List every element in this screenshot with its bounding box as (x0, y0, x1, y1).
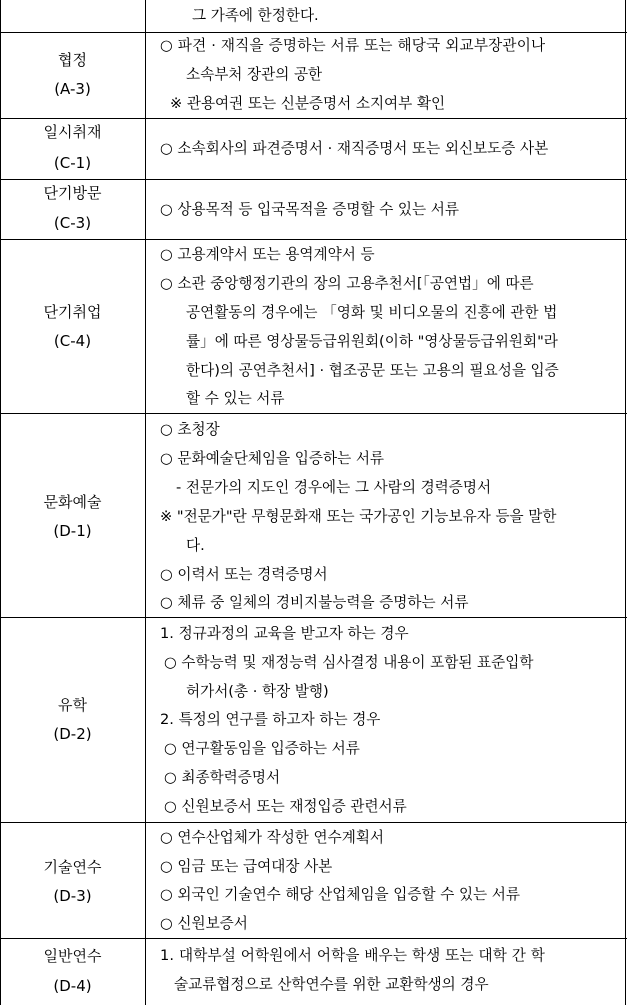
row1-line-2: 소속부처 장관의 공한 (186, 66, 323, 83)
row6-line-7: ○ 신원보증서 또는 재정입증 관련서류 (164, 798, 407, 815)
row7-line-2: ○ 임금 또는 급여대장 사본 (160, 858, 333, 875)
row3-category-name: 단기방문 (43, 184, 102, 202)
row8-category-name: 일반연수 (43, 947, 102, 965)
row6-category-code: (D-2) (53, 725, 92, 743)
row6-line-6: ○ 최종학력증명서 (164, 769, 281, 786)
row1-line-1: ○ 파견 · 재직을 증명하는 서류 또는 해당국 외교부장관이나 (160, 37, 546, 54)
row7-category-name: 기술연수 (43, 858, 102, 876)
row4-line-5: 한다)의 공연추천서] · 협조공문 또는 고용의 필요성을 입증 (186, 362, 559, 379)
row2-line-1: ○ 소속회사의 파견증명서 · 재직증명서 또는 외신보도증 사본 (160, 140, 549, 157)
right-border (625, 0, 626, 1005)
row5-line-5: 다. (186, 537, 205, 554)
row1-category-code: (A-3) (54, 80, 91, 98)
row5-category-name: 문화예술 (43, 493, 102, 511)
row-separator (0, 617, 627, 618)
row8-line-1: 1. 대학부설 어학원에서 어학을 배우는 학생 또는 대학 간 학 (160, 947, 546, 964)
row4-line-3: 공연활동의 경우에는 「영화 및 비디오물의 진흥에 관한 법 (186, 304, 558, 321)
row-separator (0, 938, 627, 939)
row8-category-code: (D-4) (53, 977, 92, 995)
row0-line-1: 그 가족에 한정한다. (192, 7, 319, 24)
row6-line-1: 1. 정규과정의 교육을 받고자 하는 경우 (160, 625, 409, 642)
row3-category-code: (C-3) (53, 214, 92, 232)
row2-category-code: (C-1) (53, 154, 92, 172)
row4-line-6: 할 수 있는 서류 (186, 390, 285, 407)
row5-line-1: ○ 초청장 (160, 421, 220, 438)
row5-line-7: ○ 체류 중 일체의 경비지불능력을 증명하는 서류 (160, 594, 469, 611)
row7-line-1: ○ 연수산업체가 작성한 연수계획서 (160, 829, 385, 846)
row5-line-2: ○ 문화예술단체임을 입증하는 서류 (160, 450, 385, 467)
row4-line-4: 률」에 따른 영상물등급위원회(이하 "영상물등급위원회"라 (186, 333, 558, 350)
row4-line-1: ○ 고용계약서 또는 용역계약서 등 (160, 246, 375, 263)
row6-line-3: 허가서(총 · 학장 발행) (186, 683, 329, 700)
row6-line-5: ○ 연구활동임을 입증하는 서류 (164, 740, 360, 757)
row4-category-code: (C-4) (53, 332, 92, 350)
column-divider (145, 0, 146, 1005)
row5-line-4: ※ "전문가"란 무형문화재 또는 국가공인 기능보유자 등을 말한 (160, 508, 557, 525)
row1-category-name: 협정 (58, 51, 87, 69)
row6-line-2: ○ 수학능력 및 재정능력 심사결정 내용이 포함된 표준입학 (164, 654, 534, 671)
row7-category-code: (D-3) (53, 887, 92, 905)
row8-line-2: 술교류협정으로 산학연수를 위한 교환학생의 경우 (174, 976, 489, 993)
row2-category-name: 일시취재 (43, 123, 102, 141)
row7-line-3: ○ 외국인 기술연수 해당 산업체임을 입증할 수 있는 서류 (160, 886, 520, 903)
row3-line-1: ○ 상용목적 등 입국목적을 증명할 수 있는 서류 (160, 201, 459, 218)
row6-line-4: 2. 특정의 연구를 하고자 하는 경우 (160, 711, 381, 728)
row5-line-3: - 전문가의 지도인 경우에는 그 사람의 경력증명서 (176, 479, 492, 496)
row5-line-6: ○ 이력서 또는 경력증명서 (160, 566, 328, 583)
row1-line-3: ※ 관용여권 또는 신분증명서 소지여부 확인 (170, 95, 446, 112)
row4-category-name: 단기취업 (43, 303, 102, 321)
row6-category-name: 유학 (58, 696, 87, 714)
row7-line-4: ○ 신원보증서 (160, 915, 248, 932)
row-separator (0, 413, 627, 414)
row5-category-code: (D-1) (53, 522, 92, 540)
row4-line-2: ○ 소관 중앙행정기관의 장의 고용추천서[「공연법」에 따른 (160, 275, 534, 292)
